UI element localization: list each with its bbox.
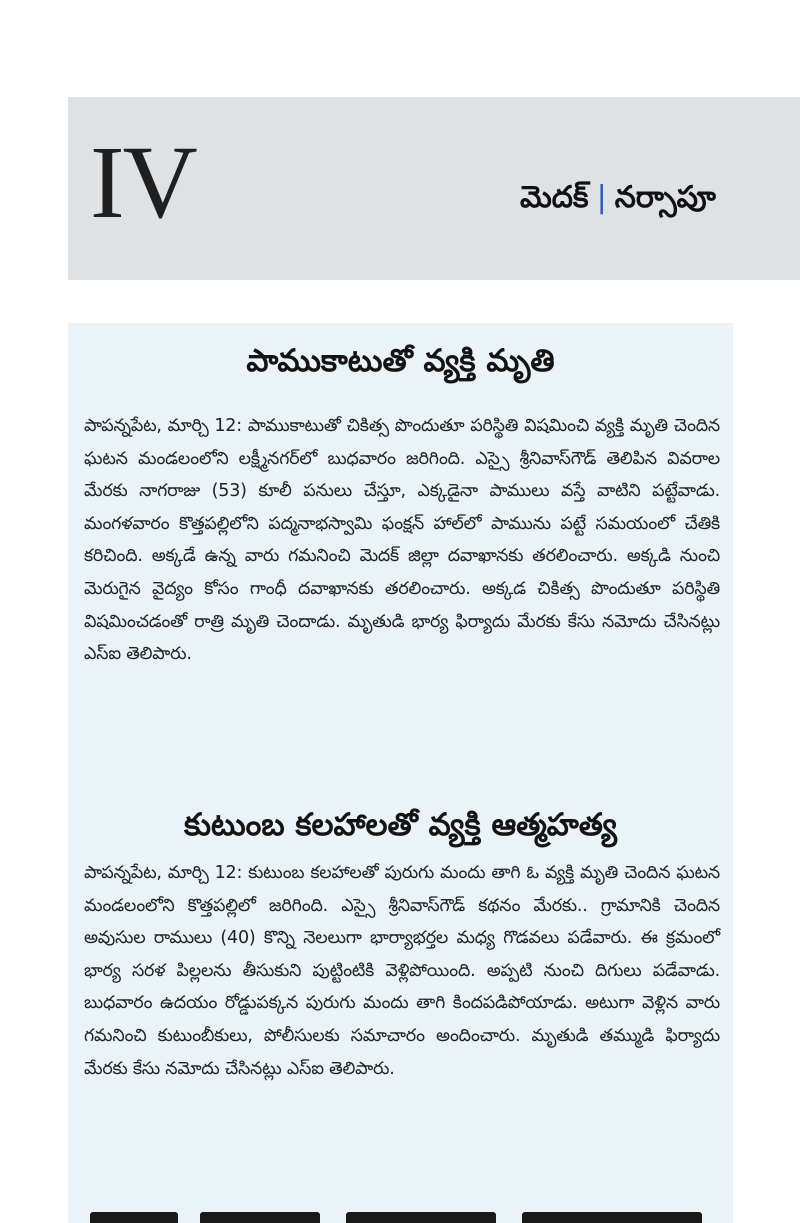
district-name: మెదక్ [520,180,589,215]
cut-off-next-headline [84,1202,720,1223]
article-1-body: పాపన్నపేట, మార్చి 12: పాముకాటుతో చికిత్స పొందుతూ పరిస్థితి విషమించి వ్యక్తి మృతి చెందిన ఘటన మండలంలోని లక్ష్మీనగర్‌లో బుధవారం జరిగింది. ఎస్సై శ్రీనివాస్‌గౌడ్ తెలిపిన వివరాల మేరకు నాగరాజు (53) కూలీ పనులు చేస్తూ, ఎక్కడైనా పాములు వస్తే వాటిని పట్టేవాడు. మంగళవారం కొత్తపల్లిలోని పద్మనాభస్వామి ఫంక్షన్ హాల్‌లో పామును పట్టే సమయంలో చేతికి కరిచింది. అక్కడే ఉన్న వారు గమనించి మెదక్ జిల్లా దవాఖానకు తరలించారు. అక్కడి నుంచి మెరుగైన వైద్యం కోసం గాంధీ దవాఖానకు తరలించారు. అక్కడ చికిత్స పొందుతూ పరిస్థితి విషమించడంతో రాత్రి మృతి చెందాడు. మృతుడి భార్య ఫిర్యాదు మేరకు కేసు నమోదు చేసినట్లు ఎస్‌ఐ తెలిపారు. [84,416,720,665]
article-2-body: పాపన్నపేట, మార్చి 12: కుటుంబ కలహాలతో పురుగు మందు తాగి ఓ వ్యక్తి మృతి చెందిన ఘటన మండలంలోని కొత్తపల్లిలో జరిగింది. ఎస్సై శ్రీనివాస్‌గౌడ్ కథనం మేరకు.. గ్రామానికి చెందిన అవుసుల రాములు (40) కొన్ని నెలలుగా భార్యాభర్తల మధ్య గొడవలు పడేవారు. ఈ క్రమంలో భార్య సరళ పిల్లలను తీసుకుని పుట్టింటికి వెళ్లిపోయింది. అప్పటి నుంచి దిగులు పడేవాడు. బుధవారం ఉదయం రోడ్డుపక్కన పురుగు మందు తాగి కిందపడిపోయాడు. అటుగా వెళ్లిన వారు గమనించి కుటుంబీకులు, పోలీసులకు సమాచారం అందించారు. మృతుడి తమ్ముడి ఫిర్యాదు మేరకు కేసు నమోదు చేసినట్లు ఎస్‌ఐ తెలిపారు. [84,863,720,1079]
cut-headline-fragment [522,1212,702,1223]
district-separator: | [596,180,607,215]
article-1-headline: పాముకాటుతో వ్యక్తి మృతి [246,343,555,379]
article-2-headline: కుటుంబ కలహాలతో వ్యక్తి ఆత్మహత్య [184,807,617,843]
cut-headline-fragment [90,1212,178,1223]
cut-headline-fragment [200,1212,320,1223]
subdistrict-name: నర్సాపూ [614,180,716,215]
cut-headline-fragment [346,1212,496,1223]
district-heading [520,178,716,218]
page-number: IV [90,125,196,240]
